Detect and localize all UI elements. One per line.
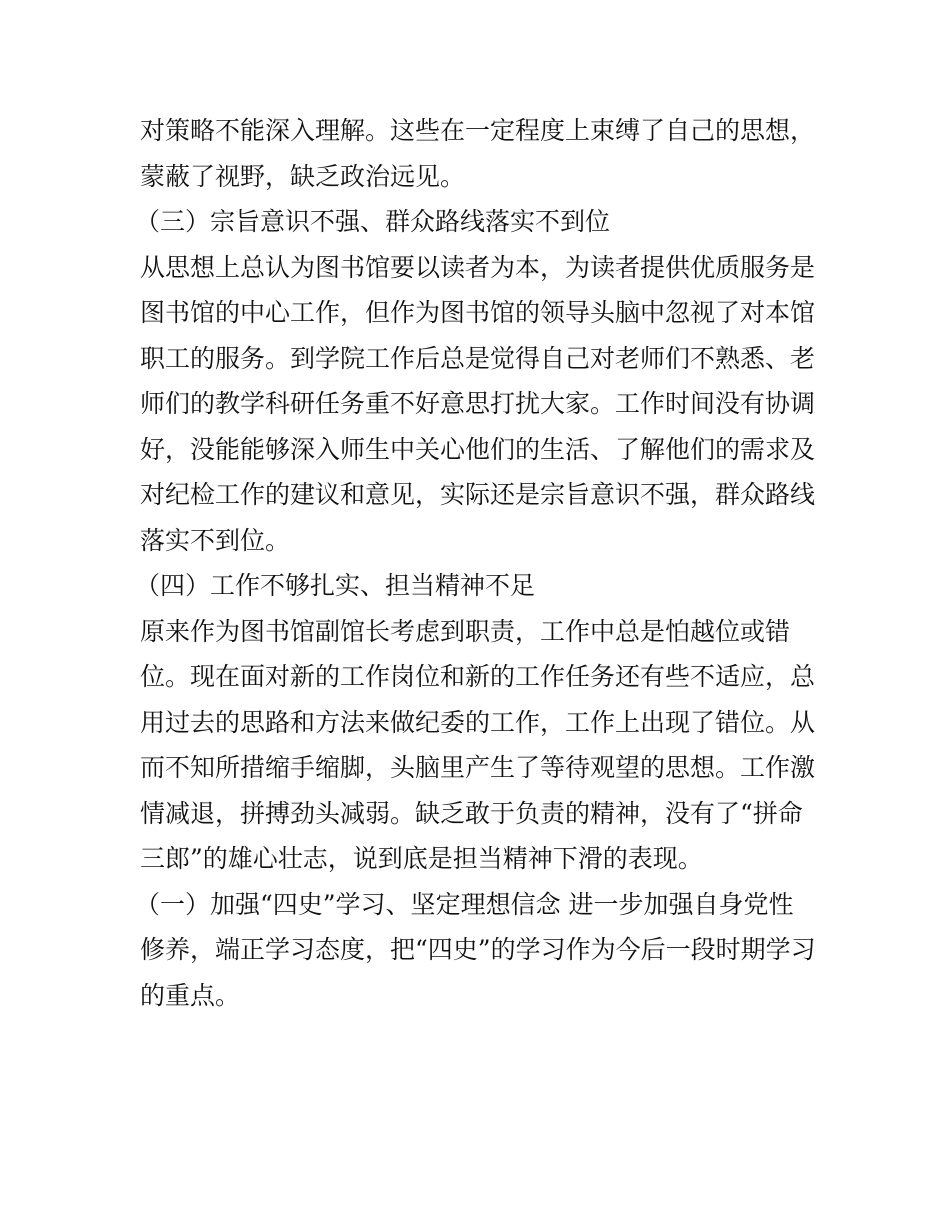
body-line: 从思想上总认为图书馆要以读者为本，为读者提供优质服务是 <box>140 252 816 282</box>
body-line: 图书馆的中心工作，但作为图书馆的领导头脑中忽视了对本馆 <box>140 298 816 327</box>
document-body <box>135 108 820 1018</box>
body-line: 蒙蔽了视野，缺乏政治远见。 <box>140 161 466 191</box>
body-line: 位。现在面对新的工作岗位和新的工作任务还有些不适应，总 <box>140 662 816 691</box>
body-line: 原来作为图书馆副馆长考虑到职责，工作中总是怕越位或错 <box>140 616 791 646</box>
body-line: 修养，端正学习态度，把“四史”的学习作为今后一段时期学习 <box>140 935 816 964</box>
body-line: 职工的服务。到学院工作后总是觉得自己对老师们不熟悉、老 <box>140 343 816 373</box>
body-line: 的重点。 <box>140 980 241 1010</box>
section-heading: （四）工作不够扎实、担当精神不足 <box>135 571 536 600</box>
body-line: 落实不到位。 <box>140 525 291 555</box>
body-line: 情减退，拼搏劲头减弱。缺乏敢于负责的精神，没有了“拼命 <box>140 798 803 828</box>
section-heading: （三）宗旨意识不强、群众路线落实不到位 <box>135 207 611 236</box>
body-line: 对纪检工作的建议和意见，实际还是宗旨意识不强，群众路线 <box>140 480 816 509</box>
section-heading: （一）加强“四史”学习、坚定理想信念 进一步加强自身党性 <box>135 889 794 919</box>
body-line: 师们的教学科研任务重不好意思打扰大家。工作时间没有协调 <box>140 389 816 418</box>
body-line: 而不知所措缩手缩脚，头脑里产生了等待观望的思想。工作激 <box>140 753 816 782</box>
body-line: 用过去的思路和方法来做纪委的工作，工作上出现了错位。从 <box>140 707 816 737</box>
body-line: 好，没能能够深入师生中关心他们的生活、了解他们的需求及 <box>140 434 816 464</box>
body-line: 三郎”的雄心壮志，说到底是担当精神下滑的表现。 <box>140 844 703 873</box>
body-line: 对策略不能深入理解。这些在一定程度上束缚了自己的思想， <box>140 116 816 145</box>
